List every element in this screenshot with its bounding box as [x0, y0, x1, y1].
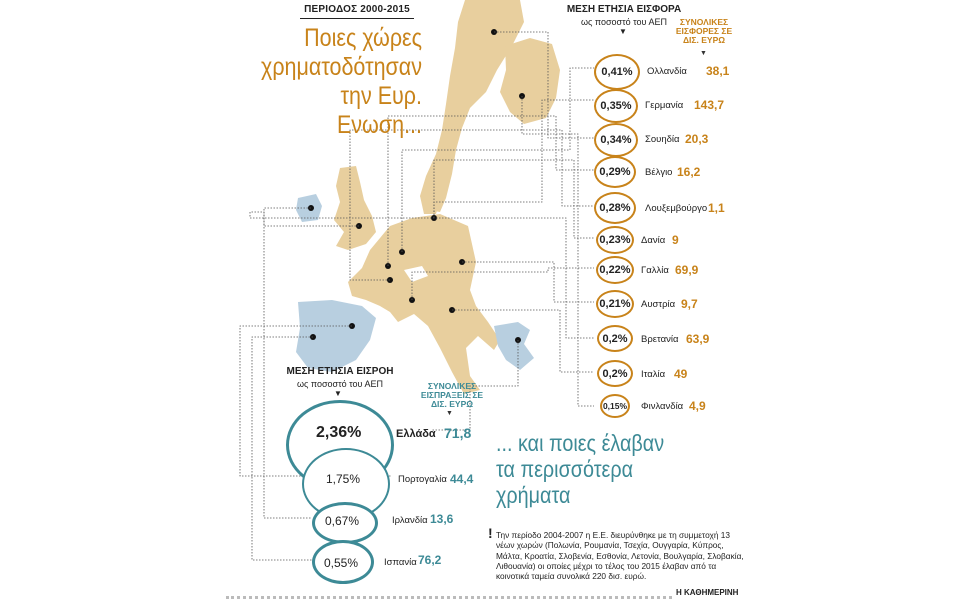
country-luxembourg: Λουξεμβούργο [645, 203, 708, 214]
credit: Η ΚΑΘΗΜΕΡΙΝΗ [676, 588, 739, 597]
pct-circle-denmark: 0,23% [596, 226, 634, 254]
value-spain: 76,2 [418, 553, 442, 567]
value-italy: 49 [674, 367, 688, 381]
title-top: Ποιες χώρες χρηματοδότησαν την Ευρ. Ενωση... [261, 24, 422, 139]
value-finland: 4,9 [689, 399, 706, 413]
value-portugal: 44,4 [450, 472, 474, 486]
country-greece: Ελλάδα [396, 428, 436, 440]
value-austria: 9,7 [681, 297, 698, 311]
down-arrow-icon: ▼ [619, 27, 627, 36]
country-ireland: Ιρλανδία [392, 515, 428, 526]
country-denmark: Δανία [641, 235, 666, 246]
value-ireland: 13,6 [430, 512, 454, 526]
pct-spain: 0,55% [324, 556, 359, 570]
country-germany: Γερμανία [645, 100, 684, 111]
period-label: ΠΕΡΙΟΔΟΣ 2000-2015 [300, 4, 414, 19]
value-greece: 71,8 [444, 425, 472, 441]
pct-circle-netherlands: 0,41% [594, 54, 640, 90]
value-germany: 143,7 [694, 98, 725, 112]
contributions-total-header: ΣΥΝΟΛΙΚΕΣ ΕΙΣΦΟΡΕΣ ΣΕ ΔΙΣ. ΕΥΡΩ [675, 17, 733, 45]
receipts-total-header: ΣΥΝΟΛΙΚΕΣ ΕΙΣΠΡΑΞΕΙΣ ΣΕ ΔΙΣ. ΕΥΡΩ [420, 381, 484, 409]
value-luxembourg: 1,1 [708, 201, 725, 215]
country-netherlands: Ολλανδία [647, 66, 687, 77]
country-austria: Αυστρία [641, 299, 676, 310]
value-uk: 63,9 [686, 332, 710, 346]
pct-circle-france: 0,22% [596, 256, 634, 284]
country-portugal: Πορτογαλία [398, 474, 447, 485]
pct-circle-uk: 0,2% [597, 325, 633, 352]
divider [226, 596, 672, 599]
contributions-header: ΜΕΣΗ ΕΤΗΣΙΑ ΕΙΣΦΟΡΑ [566, 4, 682, 15]
exclamation-icon: ! [488, 525, 493, 541]
title-bottom: ... και ποιες έλαβαν τα περισσότερα χρήματα [496, 430, 665, 508]
footnote [488, 525, 746, 582]
value-sweden: 20,3 [685, 132, 709, 146]
value-denmark: 9 [672, 233, 679, 247]
pct-ireland: 0,67% [325, 514, 360, 528]
country-uk: Βρετανία [641, 334, 679, 345]
contributions-subheader: ως ποσοστό του ΑΕΠ [581, 17, 667, 27]
pct-circle-austria: 0,21% [596, 290, 634, 318]
pct-circle-sweden: 0,34% [594, 123, 638, 157]
footnote-text: Την περίοδο 2004-2007 η Ε.Ε. διευρύνθηκε με τη συμμετοχή 13 νέων χωρών (Πολωνία, Ρουμανία, Τσεχία, Ουγγαρία, Κύπρος, Μάλτα, Κροατία, Σλοβενία, Εσθονία, Λετονία, Βουλγαρία, Σλοβακία, Λιθουανία) οι οποίες μέχρι το τέλος του 2015 έλαβαν από τα κοινοτικά ταμεία συνολικά 220 δισ. ευρώ. [496, 530, 744, 582]
country-france: Γαλλία [641, 265, 669, 276]
down-arrow-icon: ▼ [700, 50, 707, 57]
receipts-subheader: ως ποσοστό του ΑΕΠ [297, 379, 383, 389]
value-belgium: 16,2 [677, 165, 701, 179]
pct-portugal: 1,75% [326, 472, 361, 486]
country-finland: Φινλανδία [641, 401, 684, 412]
country-belgium: Βέλγιο [645, 167, 673, 178]
pct-circle-finland: 0,15% [600, 394, 630, 418]
pct-circle-luxembourg: 0,28% [594, 192, 636, 224]
country-spain: Ισπανία [384, 557, 417, 568]
country-sweden: Σουηδία [645, 134, 680, 145]
pct-circle-germany: 0,35% [594, 89, 638, 123]
receipts-header: ΜΕΣΗ ΕΤΗΣΙΑ ΕΙΣΡΟΗ [286, 366, 394, 377]
value-france: 69,9 [675, 263, 699, 277]
pct-circle-italy: 0,2% [597, 360, 633, 387]
down-arrow-icon: ▼ [446, 410, 453, 417]
country-italy: Ιταλία [641, 369, 666, 380]
pct-greece: 2,36% [316, 424, 362, 441]
value-netherlands: 38,1 [706, 64, 730, 78]
pct-circle-belgium: 0,29% [594, 156, 636, 188]
down-arrow-icon: ▼ [334, 389, 342, 398]
